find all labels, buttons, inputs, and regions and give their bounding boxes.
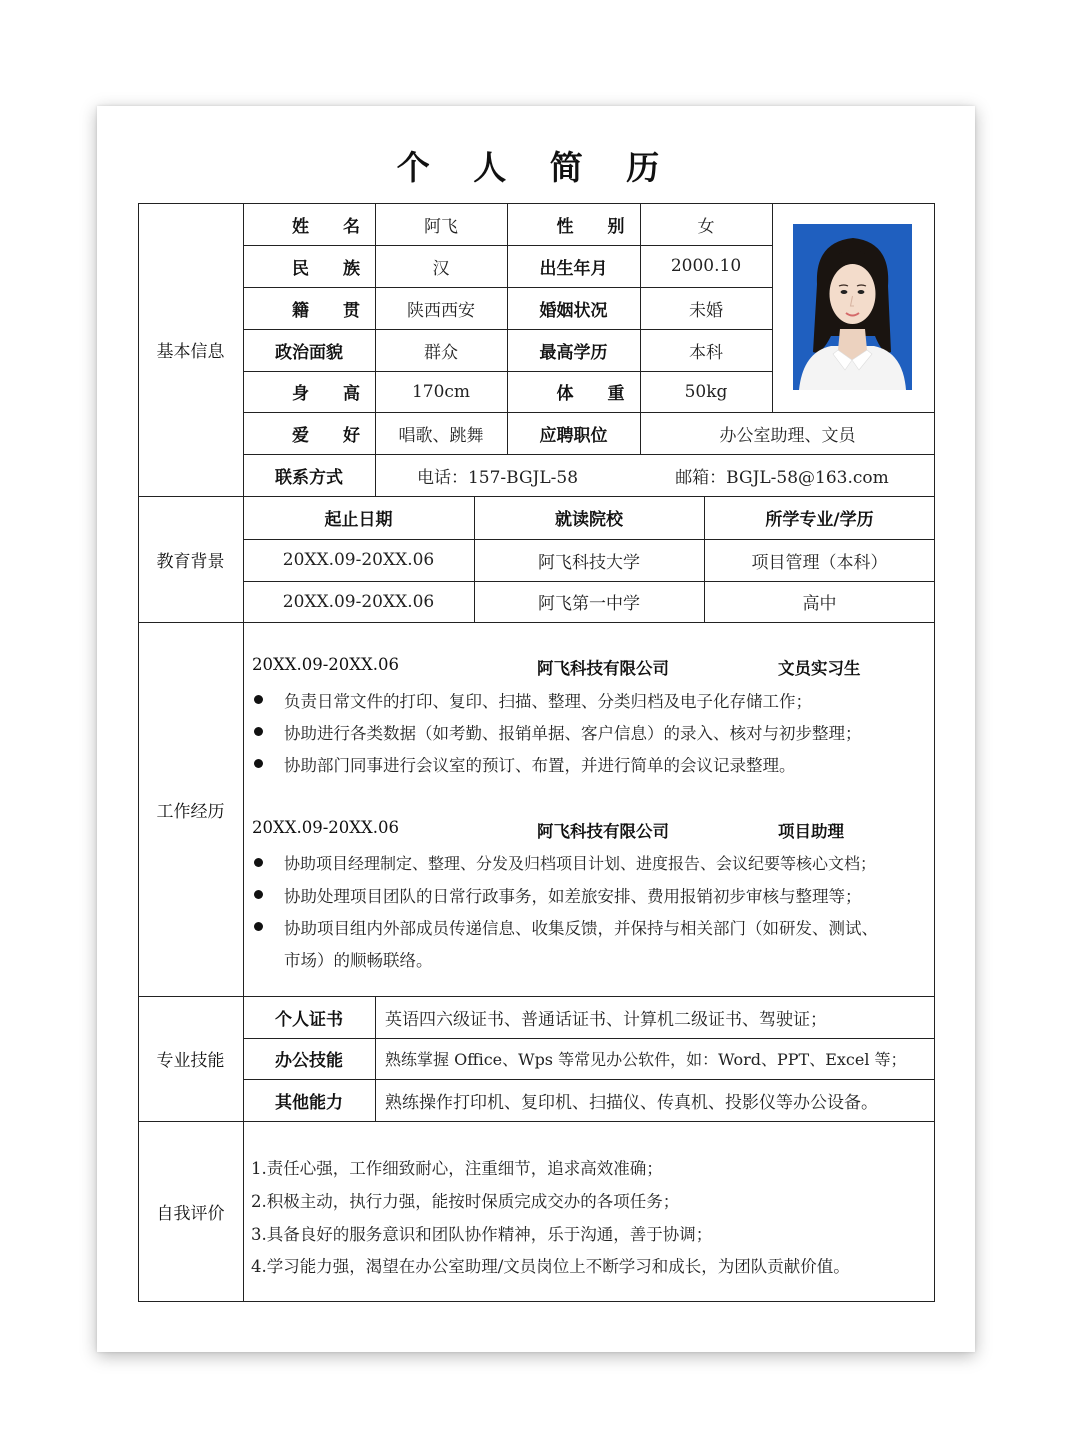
edu-row-2-major: 高中 <box>802 594 837 614</box>
label-birth: 出生年月 <box>539 258 608 279</box>
job-1-date: 20XX.09-20XX.06 <box>252 655 400 674</box>
edu-row-1-major: 项目管理（本科） <box>751 552 888 573</box>
value-hobby: 唱歌、跳舞 <box>398 425 484 446</box>
resume-sheet <box>97 106 975 1352</box>
job-2-date: 20XX.09-20XX.06 <box>252 818 400 837</box>
label-native: 籍贯 <box>292 300 394 321</box>
value-political: 群众 <box>424 342 458 363</box>
bullet-icon <box>254 890 263 899</box>
profile-photo <box>793 224 912 390</box>
value-native: 陕西西安 <box>407 300 475 321</box>
skill-value-office: 熟练掌握 Office、Wps 等常见办公软件，如：Word、PPT、Excel 等； <box>385 1050 907 1069</box>
label-gender: 性别 <box>556 216 659 237</box>
divider <box>138 1121 935 1122</box>
self-item-2: 2.积极主动，执行力强，能按时保质完成交办的各项任务； <box>251 1192 680 1211</box>
job-2-item-3: 协助项目组内外部成员传递信息、收集反馈，并保持与相关部门（如研发、测试、 <box>284 919 878 938</box>
edu-row-1-school: 阿飞科技大学 <box>538 552 640 573</box>
bullet-icon <box>254 727 263 736</box>
value-birth: 2000.10 <box>670 256 742 276</box>
divider <box>375 996 376 1121</box>
edu-row-1-date: 20XX.09-20XX.06 <box>282 550 435 570</box>
edu-row-2-date: 20XX.09-20XX.06 <box>282 591 435 612</box>
section-label-basic: 基本信息 <box>156 342 225 362</box>
label-political: 政治面貌 <box>275 342 343 363</box>
bullet-icon <box>254 922 263 931</box>
bullet-icon <box>254 695 263 704</box>
portrait-illustration <box>793 224 912 390</box>
job-2-item-3-cont: 市场）的顺畅联络。 <box>284 951 433 970</box>
job-2-item-1: 协助项目经理制定、整理、分发及归档项目计划、进度报告、会议纪要等核心文档； <box>284 854 877 873</box>
label-hobby: 爱好 <box>292 425 394 446</box>
edu-row-2-school: 阿飞第一中学 <box>538 594 640 614</box>
edu-header-major: 所学专业/学历 <box>765 510 874 530</box>
label-weight: 体重 <box>556 384 659 404</box>
value-height: 170cm <box>411 381 471 402</box>
label-degree: 最高学历 <box>539 342 608 363</box>
job-2-company: 阿飞科技有限公司 <box>537 822 669 841</box>
value-position: 办公室助理、文员 <box>719 425 856 446</box>
job-1-company: 阿飞科技有限公司 <box>537 659 669 678</box>
section-label-skills: 专业技能 <box>156 1051 225 1071</box>
value-gender: 女 <box>697 216 715 237</box>
self-item-1: 1.责任心强，工作细致耐心，注重细节，追求高效准确； <box>251 1159 663 1178</box>
job-2-role: 项目助理 <box>778 822 844 841</box>
skill-label-other: 其他能力 <box>275 1092 343 1113</box>
section-label-self: 自我评价 <box>156 1204 225 1224</box>
bullet-icon <box>254 858 263 867</box>
value-name: 阿飞 <box>424 216 458 237</box>
value-email: 邮箱：BGJL-58@163.com <box>675 467 889 488</box>
edu-header-school: 就读院校 <box>555 510 623 530</box>
divider <box>772 203 773 412</box>
label-marital: 婚姻状况 <box>539 300 608 321</box>
job-1-role: 文员实习生 <box>778 659 861 678</box>
job-1-item-1: 负责日常文件的打印、复印、扫描、整理、分类归档及电子化存储工作； <box>284 692 812 711</box>
self-item-3: 3.具备良好的服务意识和团队协作精神，乐于沟通，善于协调； <box>251 1225 713 1244</box>
job-1-item-3: 协助部门同事进行会议室的预订、布置，并进行简单的会议记录整理。 <box>284 756 796 775</box>
job-1-item-2: 协助进行各类数据（如考勤、报销单据、客户信息）的录入、核对与初步整理； <box>284 724 862 743</box>
job-2-item-2: 协助处理项目团队的日常行政事务，如差旅安排、费用报销初步审核与整理等； <box>284 887 862 906</box>
divider <box>138 622 935 623</box>
skill-label-office: 办公技能 <box>275 1051 343 1071</box>
bullet-icon <box>254 759 263 768</box>
skill-label-cert: 个人证书 <box>275 1009 343 1030</box>
value-marital: 未婚 <box>689 300 723 321</box>
value-weight: 50kg <box>684 381 728 402</box>
self-item-4: 4.学习能力强，渴望在办公室助理/文员岗位上不断学习和成长，为团队贡献价值。 <box>251 1257 850 1276</box>
label-position: 应聘职位 <box>539 425 608 446</box>
page-title: 个 人 简 历 <box>396 148 676 187</box>
value-ethnic: 汉 <box>432 258 450 279</box>
label-ethnic: 民族 <box>292 258 394 279</box>
skill-value-cert: 英语四六级证书、普通话证书、计算机二级证书、驾驶证； <box>385 1009 827 1030</box>
value-degree: 本科 <box>689 342 723 363</box>
edu-header-date: 起止日期 <box>324 510 393 530</box>
skill-value-other: 熟练操作打印机、复印机、扫描仪、传真机、投影仪等办公设备。 <box>385 1092 878 1113</box>
label-height: 身高 <box>292 384 394 404</box>
value-phone: 电话：157-BGJL-58 <box>416 467 579 488</box>
label-contact: 联系方式 <box>275 467 343 488</box>
section-label-work: 工作经历 <box>156 801 225 822</box>
section-label-education: 教育背景 <box>156 551 225 572</box>
label-name: 姓名 <box>292 216 394 237</box>
